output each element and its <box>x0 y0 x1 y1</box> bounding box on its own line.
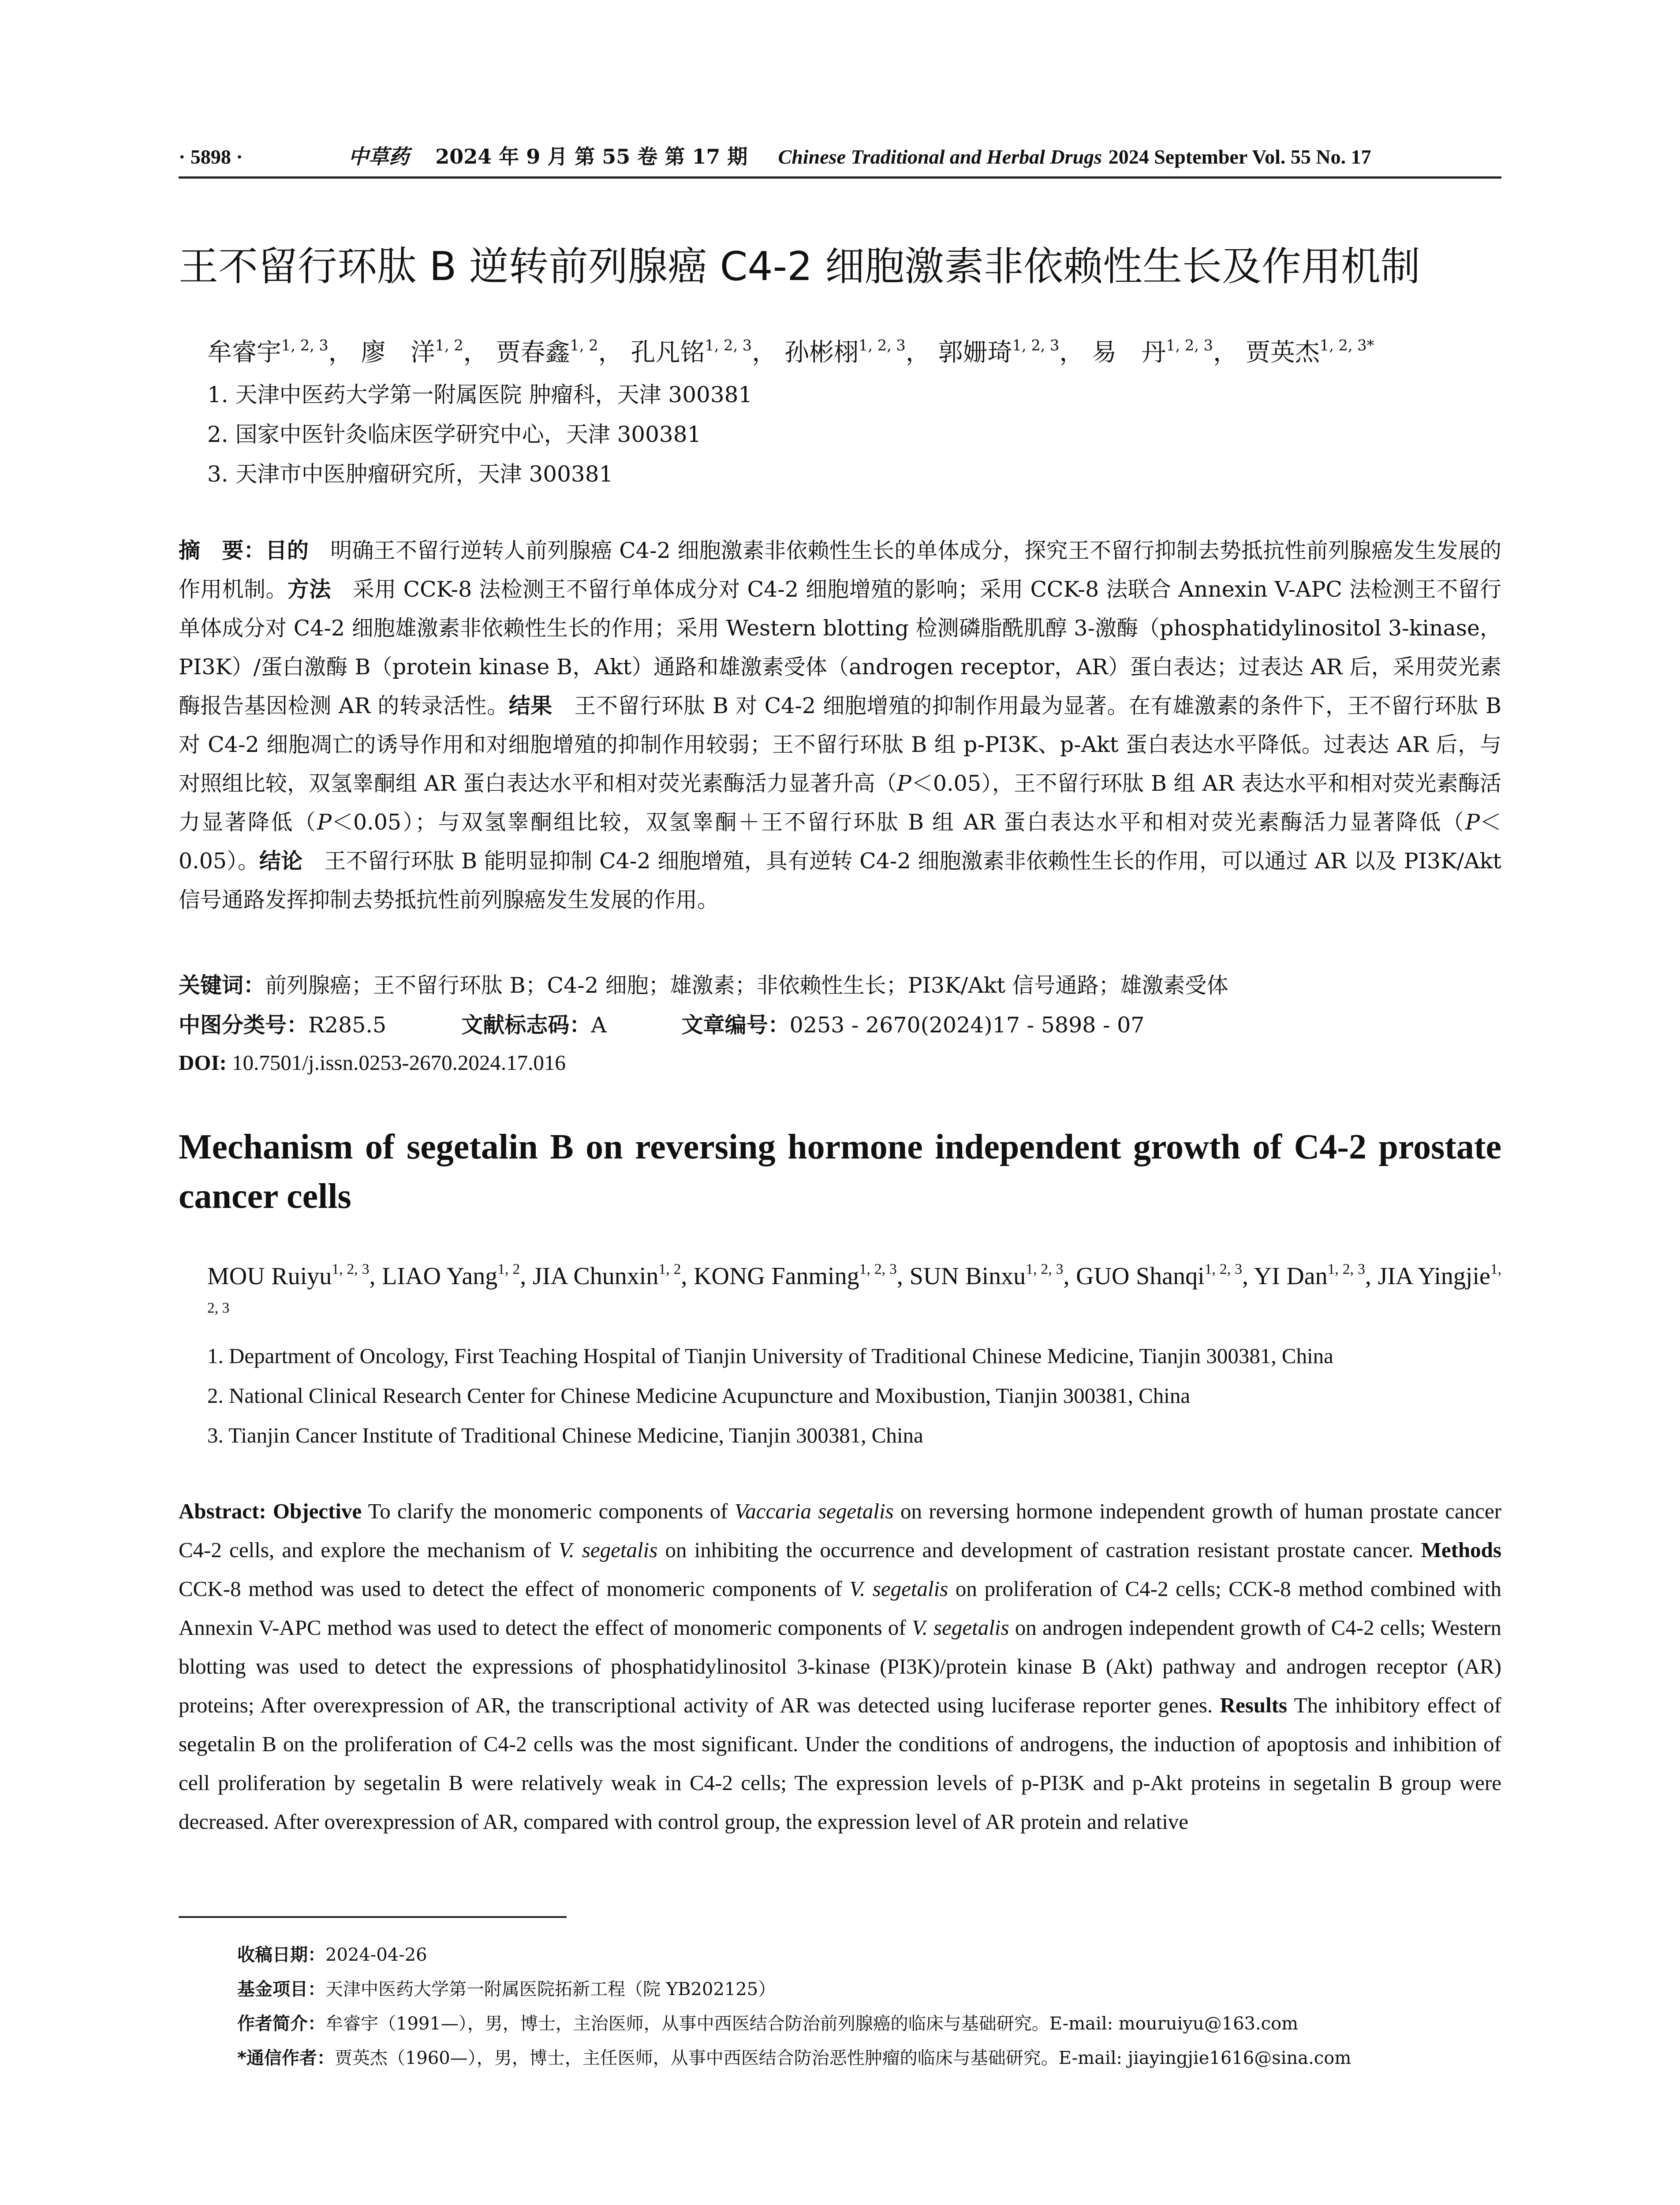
journal-name-en: Chinese Traditional and Herbal Drugs <box>778 146 1102 168</box>
en-affiliation: 1. Department of Oncology, First Teaching Hospital of Tianjin University of Traditional Chinese Medicine, Tianjin 300381, China <box>207 1344 1333 1368</box>
en-author: LIAO Yang$^{1, 2}$ <box>382 1261 520 1290</box>
en-results-label: Results <box>1220 1693 1288 1717</box>
cn-author: 孔凡铭$^{1, 2, 3}$ <box>631 336 752 367</box>
page-number: · 5898 · <box>179 146 243 168</box>
cn-author: 廖 洋$^{1, 2}$ <box>361 336 463 367</box>
cn-results-label: 结果 <box>508 693 553 718</box>
en-author: YI Dan$^{1, 2, 3}$ <box>1254 1261 1365 1290</box>
cn-abstract: 摘 要：目的 明确王不留行逆转人前列腺癌 C4-2 细胞激素非依赖性生长的单体成分，探究王不留行抑制去势抵抗性前列腺癌发生发展的作用机制。方法 采用 CCK-8 法检测王不留行单体成分对 C4-2 细胞增殖的影响；采用 CCK-8 法联合 Annexin V-APC 法检测王不留行单体成分对 C4-2 细胞雄激素非依赖性生长的作用；采用 Western blotting 检测磷脂酰肌醇 3-激酶（phosphatidylinositol 3-kinase，PI3K）/蛋白激酶 B（protein kinase B，Akt）通路和雄激素受体（androgen receptor，AR）蛋白表达；过表达 AR 后，采用荧光素酶报告基因检测 AR 的转录活性。结果 王不留行环肽 B 对 C4-2 细胞增殖的抑制作用最为显著。在有雄激素的条件下，王不留行环肽 B 对 C4-2 细胞凋亡的诱导作用和对细胞增殖的抑制作用较弱；王不留行环肽 B 组 p-PI3K、p-Akt 蛋白表达水平降低。过表达 AR 后，与对照组比较，双氢睾酮组 AR 蛋白表达水平和相对荧光素酶活力显著升高（P＜0.05），王不留行环肽 B 组 AR 表达水平和相对荧光素酶活力显著降低（P＜0.05）；与双氢睾酮组比较，双氢睾酮＋王不留行环肽 B 组 AR 蛋白表达水平和相对荧光素酶活力显著降低（P＜0.05）。结论 王不留行环肽 B 能明显抑制 C4-2 细胞增殖，具有逆转 C4-2 细胞激素非依赖性生长的作用，可以通过 AR 以及 PI3K/Akt 信号通路发挥抑制去势抵抗性前列腺癌发生发展的作用。 <box>179 538 1501 912</box>
cn-author: 牟睿宇$^{1, 2, 3}$ <box>207 336 329 367</box>
doi: DOI: 10.7501/j.issn.0253-2670.2024.17.016 <box>179 1050 566 1075</box>
cn-affiliation: 3. 天津市中医肿瘤研究所，天津 300381 <box>207 461 613 487</box>
cn-affiliation: 1. 天津中医药大学第一附属医院 肿瘤科，天津 300381 <box>207 382 753 407</box>
cn-author: 孙彬栩$^{1, 2, 3}$ <box>784 336 906 367</box>
cn-author-list: 牟睿宇$^{1, 2, 3}$， 廖 洋$^{1, 2}$， 贾春鑫$^{1, 2}$， 孔凡铭$^{1, 2, 3}$， 孙彬栩$^{1, 2, 3}$， 郭姗琦$^{1, 2, 3}$， 易 丹$^{1, 2, 3}$， 贾英杰$^{1, 2, 3*}$ <box>207 336 1374 367</box>
footnote-funding: 基金项目：天津中医药大学第一附属医院拓新工程（院 YB202125） <box>237 1979 776 1999</box>
cn-methods-label: 方法 <box>287 577 331 602</box>
cn-abstract-label: 摘 要： <box>179 538 265 563</box>
journal-name-cn: 中草药 <box>348 145 409 168</box>
en-affiliation: 2. National Clinical Research Center for Chinese Medicine Acupuncture and Moxibustion, Tianjin 300381, China <box>207 1383 1191 1408</box>
en-author: SUN Binxu$^{1, 2, 3}$ <box>909 1261 1064 1290</box>
cn-classification: 中图分类号：R285.5 文献标志码：A 文章编号：0253 - 2670(2024)17 - 5898 - 07 <box>179 1013 1145 1038</box>
issue-info-cn: 2024 年 9 月 第 55 卷 第 17 期 <box>435 145 748 168</box>
en-abstract-label: Abstract: Objective <box>179 1499 362 1523</box>
en-author: JIA Yingjie$^{1, 2, 3}$ <box>207 1261 1502 1316</box>
cn-objective-label: 目的 <box>265 538 309 563</box>
cn-author: 贾春鑫$^{1, 2}$ <box>496 336 598 367</box>
running-header <box>179 137 1501 176</box>
en-author: GUO Shanqi$^{1, 2, 3}$ <box>1076 1261 1242 1290</box>
cn-title: 王不留行环肽 B 逆转前列腺癌 C4-2 细胞激素非依赖性生长及作用机制 <box>179 243 1421 290</box>
en-affiliation: 3. Tianjin Cancer Institute of Traditional Chinese Medicine, Tianjin 300381, China <box>207 1423 923 1447</box>
cn-author: 贾英杰$^{1, 2, 3*}$ <box>1245 336 1374 367</box>
en-title: Mechanism of segetalin B on reversing hormone independent growth of C4-2 prostate cancer cells <box>179 1128 1501 1216</box>
footnote-author-bio: 作者简介：牟睿宇（1991—），男，博士，主治医师，从事中西医结合防治前列腺癌的临床与基础研究。E-mail: mouruiyu@163.com <box>237 2014 1299 2034</box>
en-author: JIA Chunxin$^{1, 2}$ <box>532 1261 681 1290</box>
footnote-rule <box>179 1916 567 1918</box>
en-abstract: Abstract: Objective To clarify the monomeric components of Vaccaria segetalis on reversing hormone independent growth of human prostate cancer C4-2 cells, and explore the mechanism of V. segetalis on inhibiting the occurrence and development of castration resistant prostate cancer. Methods CCK-8 method was used to detect the effect of monomeric components of V. segetalis on proliferation of C4-2 cells; CCK-8 method combined with Annexin V-APC method was used to detect the effect of monomeric components of V. segetalis on androgen independent growth of C4-2 cells; Western blotting was used to detect the expressions of phosphatidylinositol 3-kinase (PI3K)/protein kinase B (Akt) pathway and androgen receptor (AR) proteins; After overexpression of AR, the transcriptional activity of AR was detected using luciferase reporter genes. Results The inhibitory effect of segetalin B on the proliferation of C4-2 cells was the most significant. Under the conditions of androgens, the induction of apoptosis and inhibition of cell proliferation by segetalin B were relatively weak in C4-2 cells; The expression levels of p-PI3K and p-Akt proteins in segetalin B group were decreased. After overexpression of AR, compared with control group, the expression level of AR protein and relative <box>179 1499 1502 1834</box>
header-rule <box>179 176 1501 179</box>
en-methods-label: Methods <box>1421 1538 1501 1562</box>
cn-conclusion-label: 结论 <box>259 848 303 874</box>
issue-info-en: 2024 September Vol. 55 No. 17 <box>1108 146 1371 168</box>
en-author: KONG Fanming$^{1, 2, 3}$ <box>694 1261 897 1290</box>
footnote-corresponding: *通信作者：贾英杰（1960—），男，博士，主任医师，从事中西医结合防治恶性肿瘤的临床与基础研究。E-mail: jiayingjie1616@sina.com <box>237 2048 1351 2068</box>
footnote-received: 收稿日期：2024-04-26 <box>237 1945 427 1965</box>
cn-author: 易 丹$^{1, 2, 3}$ <box>1092 336 1213 367</box>
cn-author: 郭姗琦$^{1, 2, 3}$ <box>938 336 1060 367</box>
en-author: MOU Ruiyu$^{1, 2, 3}$ <box>207 1261 370 1290</box>
cn-affiliation: 2. 国家中医针灸临床医学研究中心，天津 300381 <box>207 422 702 447</box>
cn-keywords: 关键词：前列腺癌；王不留行环肽 B；C4-2 细胞；雄激素；非依赖性生长；PI3K/Akt 信号通路；雄激素受体 <box>179 973 1228 998</box>
en-author-list: MOU Ruiyu$^{1, 2, 3}$, LIAO Yang$^{1, 2}$, JIA Chunxin$^{1, 2}$, KONG Fanming$^{1, 2, 3}$, SUN Binxu$^{1, 2, 3}$, GUO Shanqi$^{1, 2, 3}$, YI Dan$^{1, 2, 3}$, JIA Yingjie$^{1, 2, 3}$ <box>207 1257 1501 1334</box>
